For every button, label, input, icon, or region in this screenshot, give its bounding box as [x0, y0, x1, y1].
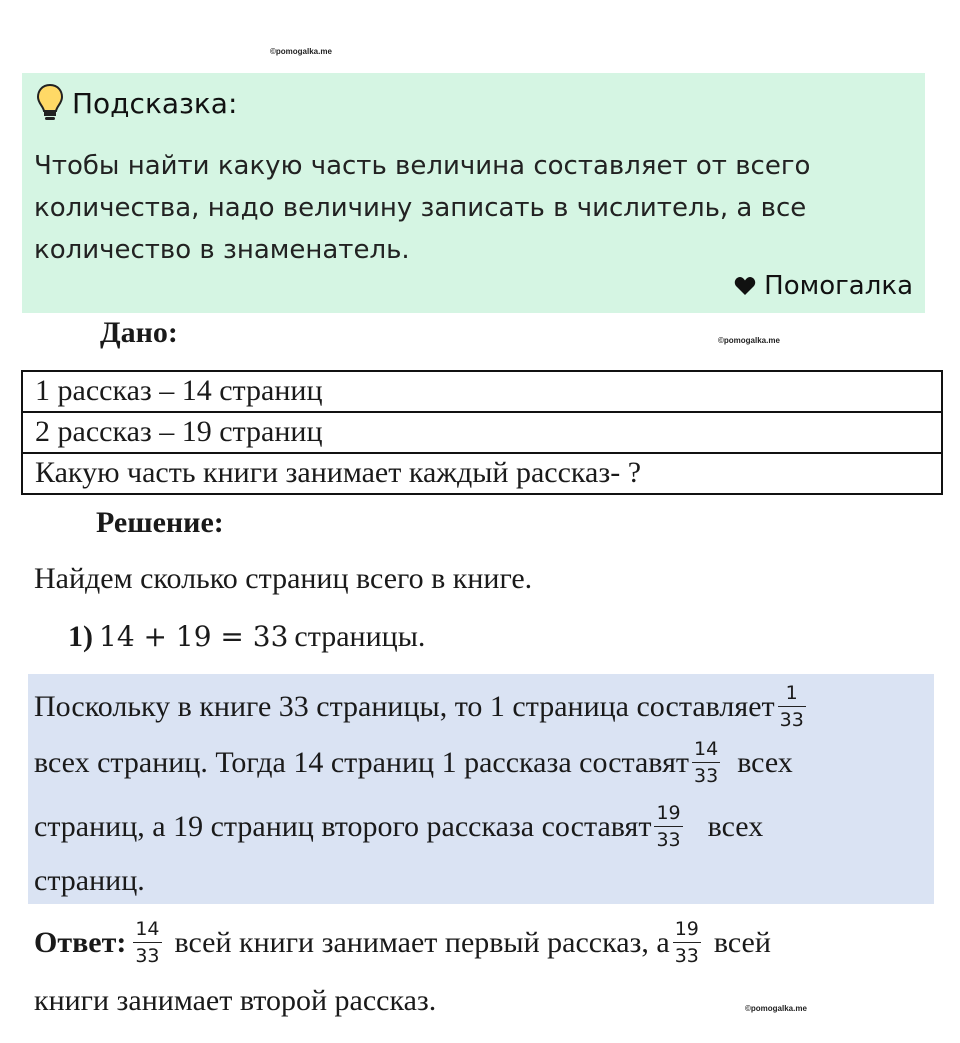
fraction-denominator: 33	[779, 709, 804, 731]
fraction-denominator: 33	[674, 945, 699, 967]
lightbulb-icon	[36, 83, 64, 123]
fraction-numerator: 14	[694, 738, 719, 760]
answer-text: всей книги занимает первый рассказ, а	[174, 925, 670, 959]
explanation-text: всех	[707, 809, 764, 843]
fraction-numerator: 14	[135, 918, 160, 940]
table-row	[22, 412, 942, 453]
heart-icon	[734, 276, 756, 296]
brand-name: Помогалка	[764, 271, 913, 301]
explanation-text: всех	[737, 745, 793, 779]
explanation-line	[34, 682, 809, 731]
explanation-line: страниц.	[34, 864, 145, 897]
table-row	[22, 371, 942, 412]
watermark-bottom: ©pomogalka.me	[745, 1004, 807, 1013]
explanation-line	[34, 738, 793, 787]
fraction	[779, 682, 805, 731]
fraction-denominator: 33	[135, 945, 160, 967]
fraction-bar	[778, 706, 806, 707]
watermark-top: ©pomogalka.me	[270, 47, 332, 56]
explanation-text: всех страниц. Тогда 14 страниц 1 рассказа составят	[34, 745, 689, 779]
solution-heading: Решение:	[96, 506, 224, 539]
explanation-line	[34, 802, 763, 851]
explanation-text: страниц, а 19 страниц второго рассказа составят	[34, 809, 652, 843]
hint-line: Чтобы найти какую часть величина составляет от всего	[34, 151, 811, 181]
given-heading: Дано:	[100, 316, 178, 349]
explanation-text: Поскольку в книге 33 страницы, то 1 страница составляет	[34, 689, 775, 723]
step-number: 1)	[68, 620, 93, 653]
given-table	[21, 370, 943, 495]
step-unit: страницы.	[294, 620, 426, 653]
watermark-mid: ©pomogalka.me	[718, 336, 780, 345]
fraction-bar	[133, 942, 161, 943]
fraction-numerator: 1	[785, 682, 798, 704]
hint-box	[22, 73, 925, 313]
fraction-denominator: 33	[656, 829, 681, 851]
fraction-bar	[673, 942, 701, 943]
table-cell: 1 рассказ – 14 страниц	[22, 371, 942, 412]
fraction-bar	[692, 762, 720, 763]
fraction	[674, 918, 700, 967]
step-expression: 14 + 19 = 33	[99, 620, 289, 653]
solution-intro: Найдем сколько страниц всего в книге.	[34, 562, 533, 595]
fraction-numerator: 19	[674, 918, 699, 940]
answer-text: всей	[713, 925, 771, 959]
solution-step	[68, 620, 425, 654]
table-cell: 2 рассказ – 19 страниц	[22, 412, 942, 453]
answer-line	[34, 918, 771, 967]
hint-text	[34, 145, 914, 271]
table-row	[22, 453, 942, 494]
hint-title-text: Подсказка:	[72, 86, 238, 120]
fraction	[655, 802, 681, 851]
fraction	[134, 918, 160, 967]
explanation-box	[28, 674, 934, 904]
hint-line: количество в знаменатель.	[34, 235, 410, 265]
hint-line: количества, надо величину записать в числитель, а все	[34, 193, 807, 223]
table-cell: Какую часть книги занимает каждый рассказ- ?	[22, 453, 942, 494]
fraction-denominator: 33	[694, 765, 719, 787]
fraction-bar	[654, 826, 682, 827]
hint-title	[36, 83, 237, 123]
answer-line-2: книги занимает второй рассказ.	[34, 984, 437, 1017]
fraction-numerator: 19	[656, 802, 681, 824]
fraction	[693, 738, 719, 787]
brand-signature	[734, 271, 913, 301]
answer-label: Ответ:	[34, 925, 127, 959]
